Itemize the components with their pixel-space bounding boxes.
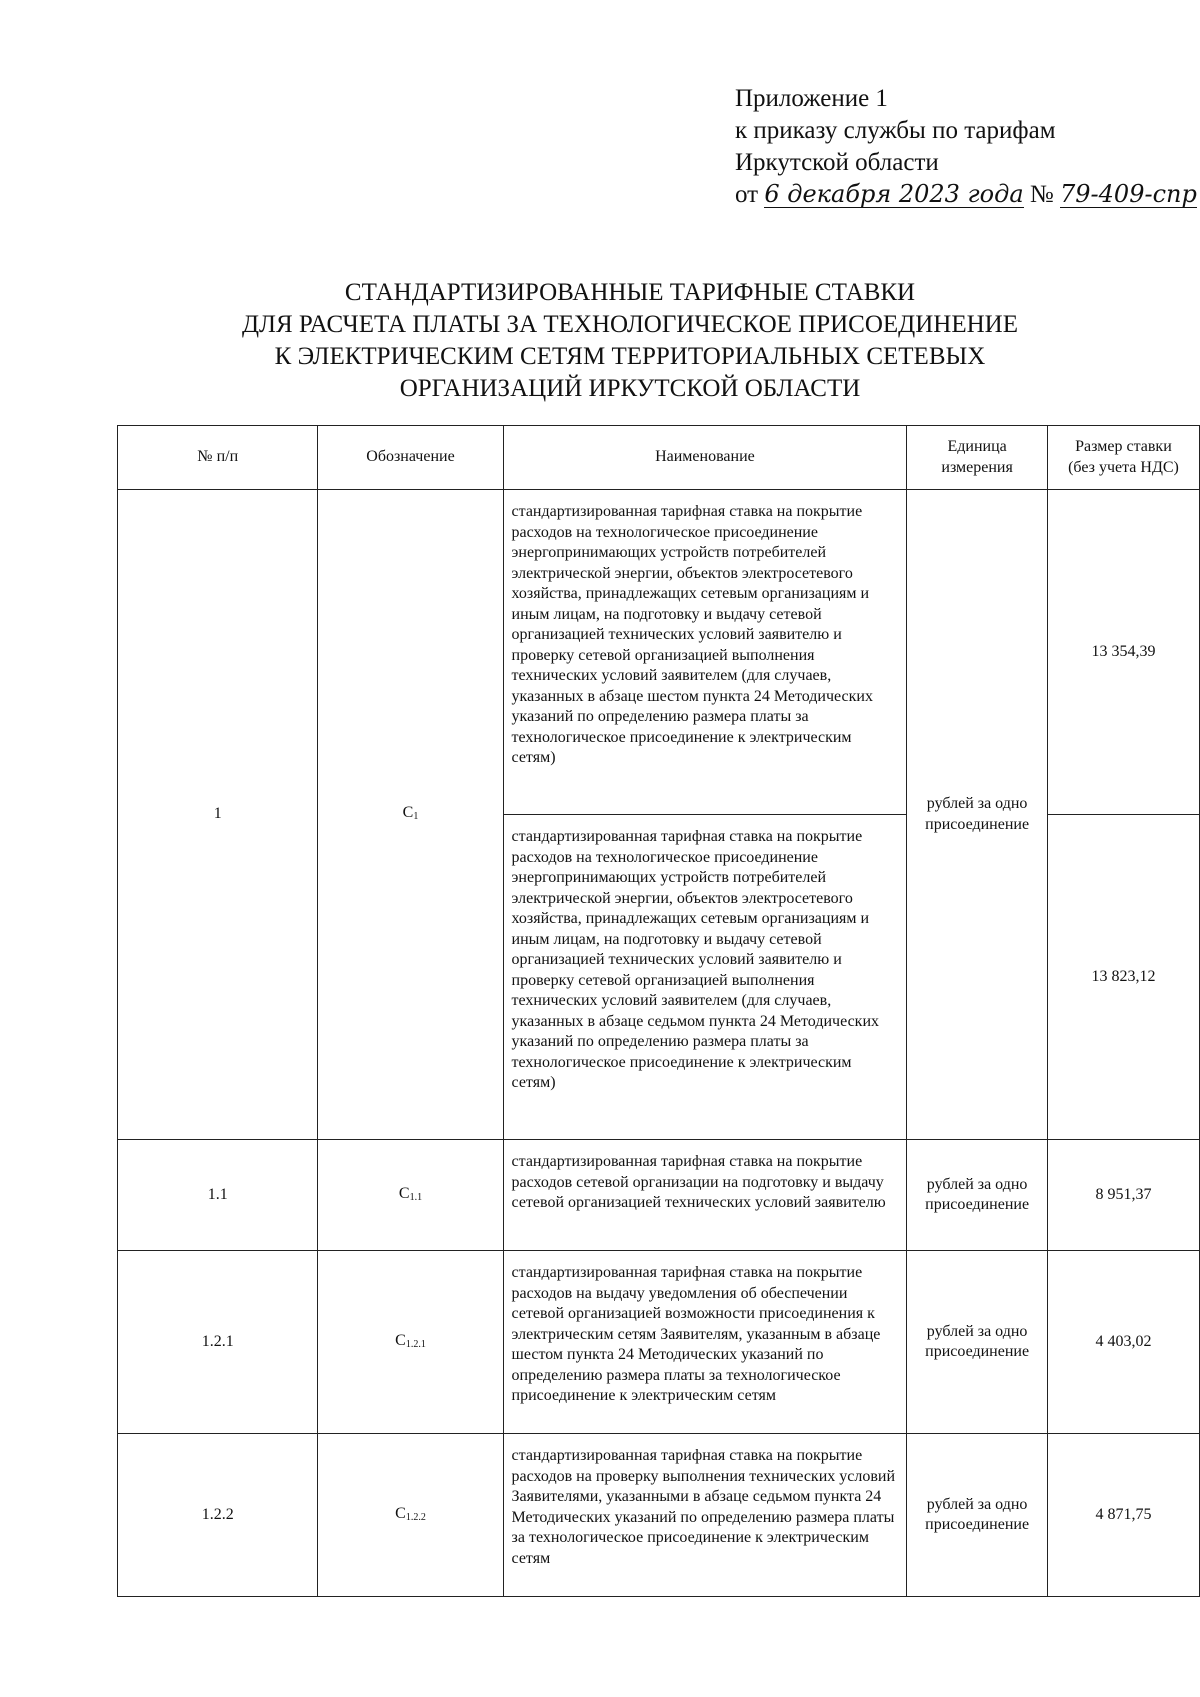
- row-num: 1.2.1: [118, 1251, 318, 1434]
- table-row: [118, 1251, 1200, 1434]
- header-unit-line-2: измерения: [941, 458, 1013, 476]
- row-value: 8 951,37: [1047, 1140, 1199, 1251]
- header-num: № п/п: [118, 426, 318, 490]
- title-line-4: ОРГАНИЗАЦИЙ ИРКУТСКОЙ ОБЛАСТИ: [399, 375, 861, 402]
- row-name-case-seventh: стандартизированная тарифная ставка на покрытие расходов на технологическое присоединение энергопринимающих устройств потребителей электрической энергии, объектов электросетевого хозяйства, принадлежащих сетевым организациям и иным лицам, на подготовку и выдачу сетевой организацией технических условий заявителю и проверку сетевой организацией выполнения технических условий заявителем (для случаев, указанных в абзаце седьмом пункта 24 Методических указаний по определению размера платы за технологическое присоединение к электрическим сетям): [503, 815, 907, 1140]
- row-unit: рублей за одно присоединение: [907, 1140, 1048, 1251]
- designation-sub: 1.2.1: [405, 1338, 426, 1350]
- row-designation: [318, 490, 503, 1140]
- document-title: [200, 277, 1060, 405]
- row-value-case-sixth: 13 354,39: [1047, 490, 1199, 815]
- row-name: стандартизированная тарифная ставка на покрытие расходов на выдачу уведомления об обеспечении сетевой организацией возможности присоединения к электрическим сетям Заявителям, указанным в абзаце шестом пункта 24 Методических указаний по определению размера платы за технологическое присоединение к электрическим сетям: [503, 1251, 907, 1434]
- annex-line-3: Иркутской области: [735, 149, 939, 176]
- row-name: стандартизированная тарифная ставка на покрытие расходов сетевой организации на подготовку и выдачу сетевой организацией технических условий заявителю: [503, 1140, 907, 1251]
- row-value: 4 403,02: [1047, 1251, 1199, 1434]
- annex-from-prefix: от: [735, 181, 759, 208]
- designation-sub: 1.2.2: [405, 1511, 426, 1523]
- row-value-case-seventh: 13 823,12: [1047, 815, 1199, 1140]
- header-rate-line-2: (без учета НДС): [1068, 458, 1179, 476]
- row-unit: рублей за одно присоединение: [907, 1434, 1048, 1597]
- annex-number-sign: №: [1029, 181, 1054, 208]
- table-row: [118, 1434, 1200, 1597]
- annex-block: [735, 83, 1197, 211]
- row-value: 4 871,75: [1047, 1434, 1199, 1597]
- designation-sub: 1: [413, 811, 419, 823]
- row-unit: рублей за одно присоединение: [907, 490, 1048, 1140]
- designation-base: С: [395, 1504, 406, 1522]
- designation-sub: 1.1: [409, 1191, 423, 1203]
- handwritten-order-number: 79-409-спр: [1060, 180, 1197, 208]
- annex-line-2: к приказу службы по тарифам: [735, 117, 1056, 144]
- designation-base: С: [398, 1184, 410, 1202]
- title-line-1: СТАНДАРТИЗИРОВАННЫЕ ТАРИФНЫЕ СТАВКИ: [344, 279, 916, 306]
- header-rate: [1047, 426, 1199, 490]
- header-designation: Обозначение: [318, 426, 503, 490]
- row-unit: рублей за одно присоединение: [907, 1251, 1048, 1434]
- row-designation: [318, 1251, 503, 1434]
- table-row: [118, 1140, 1200, 1251]
- table-row: [118, 490, 1200, 815]
- row-designation: [318, 1434, 503, 1597]
- header-name: Наименование: [503, 426, 907, 490]
- row-designation: [318, 1140, 503, 1251]
- row-num: 1.1: [118, 1140, 318, 1251]
- header-unit-line-1: Единица: [947, 438, 1007, 455]
- tariff-rates-table: [117, 425, 1200, 1597]
- row-num: 1: [118, 490, 318, 1140]
- annex-date-line: [735, 179, 1197, 211]
- annex-line-1: Приложение 1: [735, 85, 888, 112]
- designation-base: С: [395, 1331, 406, 1349]
- title-line-2: ДЛЯ РАСЧЕТА ПЛАТЫ ЗА ТЕХНОЛОГИЧЕСКОЕ ПРИСОЕДИНЕНИЕ: [242, 311, 1018, 338]
- row-name-case-sixth: стандартизированная тарифная ставка на покрытие расходов на технологическое присоединение энергопринимающих устройств потребителей электрической энергии, объектов электросетевого хозяйства, принадлежащих сетевым организациям и иным лицам, на подготовку и выдачу сетевой организацией технических условий заявителю и проверку сетевой организацией выполнения технических условий заявителем (для случаев, указанных в абзаце шестом пункта 24 Методических указаний по определению размера платы за технологическое присоединение к электрическим сетям): [503, 490, 907, 815]
- title-line-3: К ЭЛЕКТРИЧЕСКИМ СЕТЯМ ТЕРРИТОРИАЛЬНЫХ СЕТЕВЫХ: [274, 343, 986, 370]
- designation-base: С: [402, 804, 414, 822]
- row-num: 1.2.2: [118, 1434, 318, 1597]
- handwritten-date: 6 декабря 2023 года: [764, 180, 1024, 208]
- row-name: стандартизированная тарифная ставка на покрытие расходов на проверку выполнения технических условий Заявителями, указанными в абзаце седьмом пункта 24 Методических указаний по определению размера платы за технологическое присоединение к электрическим сетям: [503, 1434, 907, 1597]
- table-header-row: [118, 426, 1200, 490]
- header-rate-line-1: Размер ставки: [1075, 438, 1172, 455]
- header-unit: [907, 426, 1048, 490]
